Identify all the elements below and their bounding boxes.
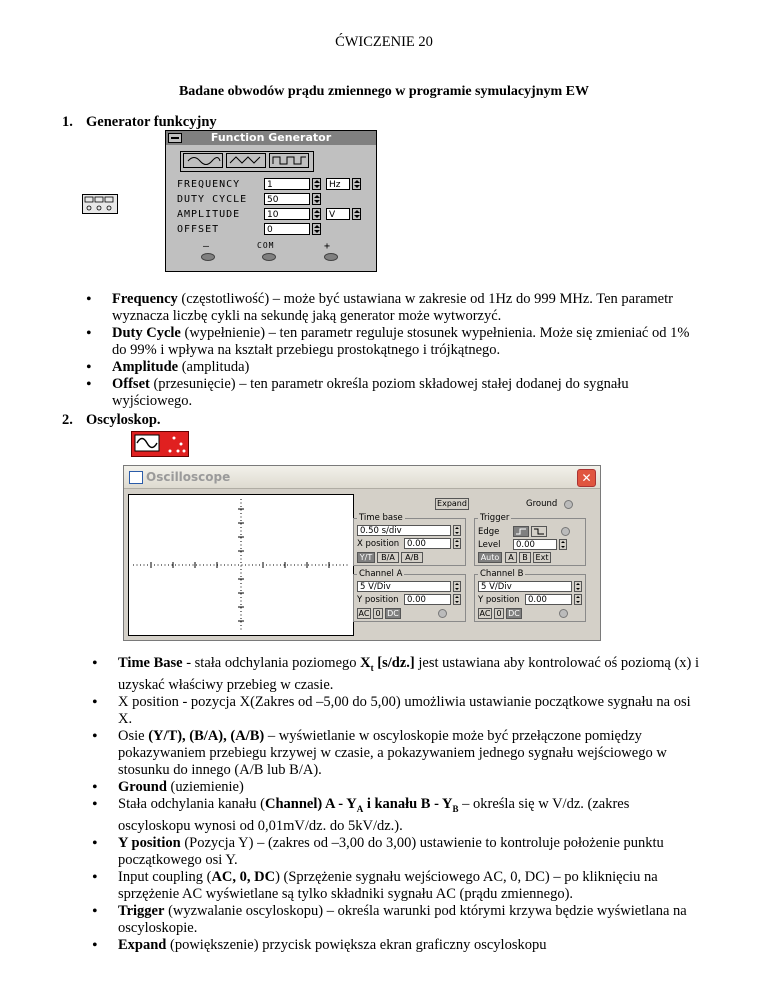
time-base-label: Time base [359,513,403,523]
trigger-b-button[interactable]: B [519,552,531,563]
sine-wave-button[interactable] [183,153,223,168]
channel-a-scale-spinner[interactable] [453,581,461,592]
trigger-terminal[interactable] [561,527,570,536]
offset-input[interactable]: 0 [264,223,310,235]
channel-b-dc-button[interactable]: DC [506,608,522,619]
page-header: ĆWICZENIE 20 [335,34,433,50]
frequency-label: FREQUENCY [177,179,241,190]
channel-a-dc-button[interactable]: DC [385,608,401,619]
time-base-spinner[interactable] [453,525,461,536]
x-position-input[interactable]: 0.00 [404,538,451,549]
ground-terminal[interactable] [564,500,573,509]
ba-mode-button[interactable]: B/A [377,552,399,563]
list-item: • Y position (Pozycja Y) – (zakres od –3,00 do 3,00) ustawienie to kontroluje położenie punktu początkowego osi Y. [92,835,704,869]
page-subtitle: Badane obwodów prądu zmiennego w programie symulacyjnym EW [178,84,590,99]
window-icon [129,471,143,484]
time-base-group [353,513,466,566]
edge-label: Edge [478,527,500,537]
amplitude-unit-select[interactable]: V [326,208,350,220]
oscilloscope-screen [128,494,354,636]
section1-title: Generator funkcyjny [86,114,217,130]
falling-edge-button[interactable] [531,526,547,537]
expand-button[interactable]: Expand [435,498,469,510]
amplitude-label: AMPLITUDE [177,209,241,220]
channel-a-zero-button[interactable]: 0 [373,608,383,619]
section2-number: 2. [62,412,73,428]
function-generator-title: Function Generator [210,131,332,144]
trigger-label: Trigger [480,513,510,523]
duty-cycle-spinner[interactable] [312,193,321,205]
channel-b-label: Channel B [480,569,524,579]
minus-terminal-label: — [203,241,211,252]
channel-b-ac-button[interactable]: AC [479,609,491,618]
trigger-ext-button[interactable]: Ext [533,552,551,563]
frequency-spinner[interactable] [312,178,321,190]
channel-a-y-position-label: Y position [357,595,399,605]
oscilloscope-parameter-list [92,655,704,954]
com-terminal-label: COM [257,241,275,250]
waveform-selector [180,151,314,172]
channel-b-terminal[interactable] [559,609,568,618]
yt-mode-button[interactable]: Y/T [357,552,375,563]
duty-cycle-label: DUTY CYCLE [177,194,248,205]
frequency-input[interactable]: 1 [264,178,310,190]
channel-b-zero-button[interactable]: 0 [494,608,504,619]
channel-a-terminal[interactable] [438,609,447,618]
plus-terminal[interactable] [324,253,338,261]
list-item: • Stała odchylania kanału (Channel) A - $Y_A$ i kanału B - $Y_B$ – określa się w V/dz. (zakres oscyloskopu wynosi od 0,01mV/dz. do 5kV/dz.). [92,796,704,835]
plus-terminal-label: + [324,241,332,252]
section2-title: Oscyloskop. [86,412,161,428]
auto-trigger-button[interactable]: Auto [478,552,502,563]
square-wave-button[interactable] [269,153,309,168]
channel-a-y-position-input[interactable]: 0.00 [404,594,451,605]
list-item: • Ground (uziemienie) [92,779,704,796]
channel-b-group [474,569,586,622]
com-terminal[interactable] [262,253,276,261]
channel-b-scale-spinner[interactable] [574,581,582,592]
x-position-label: X position [357,539,400,549]
ab-mode-button[interactable]: A/B [401,552,423,563]
generator-parameter-list [86,291,706,410]
offset-label: OFFSET [177,224,220,235]
frequency-unit-spinner[interactable] [352,178,361,190]
channel-a-ac-button[interactable]: AC [358,609,370,618]
amplitude-spinner[interactable] [312,208,321,220]
frequency-unit-select[interactable]: Hz [326,178,350,190]
offset-spinner[interactable] [312,223,321,235]
channel-a-label: Channel A [359,569,403,579]
time-base-input[interactable]: 0.50 s/div [357,525,451,536]
rising-edge-button[interactable] [513,526,529,537]
function-generator-titlebar [166,131,376,145]
list-item: • Time Base - stała odchylania poziomego $X_t$ [s/dz.] jest ustawiana aby kontrolować oś poziomą (x) i uzyskać właściwy przebieg w czasie. [92,655,704,694]
list-item: • Offset (przesunięcie) – ten parametr określa poziom składowej stałej dodanej do sygnału wyjściowego. [86,376,706,410]
channel-a-y-position-spinner[interactable] [453,594,461,605]
window-menu-icon[interactable] [168,133,182,143]
channel-b-y-position-input[interactable]: 0.00 [525,594,572,605]
close-icon[interactable]: ✕ [577,469,596,487]
list-item: • Trigger (wyzwalanie oscyloskopu) – określa warunki pod którymi krzywa będzie wyświetlana na oscyloskopie. [92,903,704,937]
list-item: • Amplitude (amplituda) [86,359,706,376]
channel-a-scale-input[interactable]: 5 V/Div [357,581,451,592]
trigger-a-button[interactable]: A [505,552,517,563]
channel-b-scale-input[interactable]: 5 V/Div [478,581,572,592]
amplitude-input[interactable]: 10 [264,208,310,220]
list-item: • Input coupling (AC, 0, DC) (Sprzężenie sygnału wejściowego AC, 0, DC) – po kliknięciu na sprzężenie AC wyświetlane są tylko składniki sygnału AC (prądu zmiennego). [92,869,704,903]
oscilloscope-window [123,465,601,641]
section1-number: 1. [62,114,73,130]
oscilloscope-titlebar [124,466,600,489]
function-generator-window [165,130,377,272]
list-item: • Frequency (częstotliwość) – może być ustawiana w zakresie od 1Hz do 999 MHz. Ten parametr wyznacza liczbę cykli na sekundę jaką generator może wytworzyć. [86,291,706,325]
list-item: • Expand (powiększenie) przycisk powiększa ekran graficzny oscyloskopu [92,937,704,954]
oscilloscope-icon[interactable] [131,431,189,457]
level-spinner[interactable] [559,539,567,550]
duty-cycle-input[interactable]: 50 [264,193,310,205]
list-item: • Duty Cycle (wypełnienie) – ten parametr reguluje stosunek wypełnienia. Może się zmieniać od 1% do 99% i wpływa na kształt przebiegu prostokątnego i trójkątnego. [86,325,706,359]
amplitude-unit-spinner[interactable] [352,208,361,220]
list-item: • X position - pozycja X(Zakres od –5,00 do 5,00) umożliwia ustawianie początkowe sygnału na osi X. [92,694,704,728]
channel-a-group [353,569,466,622]
oscilloscope-title: Oscilloscope [146,470,231,484]
triangle-wave-button[interactable] [226,153,266,168]
list-item: • Osie (Y/T), (B/A), (A/B) – wyświetlanie w oscyloskopie może być przełączone pomiędzy pokazywaniem przebiegu krzywej w czasie, a pokazywaniem jednego sygnału wejściowego w stosunku do innego (A/B lub B/A). [92,728,704,779]
ground-label: Ground [526,499,558,509]
level-label: Level [478,540,501,550]
level-input[interactable]: 0.00 [513,539,557,550]
x-position-spinner[interactable] [453,538,461,549]
channel-b-y-position-label: Y position [478,595,520,605]
channel-b-y-position-spinner[interactable] [574,594,582,605]
trigger-group [474,513,586,566]
minus-terminal[interactable] [201,253,215,261]
function-generator-icon[interactable] [82,194,118,214]
